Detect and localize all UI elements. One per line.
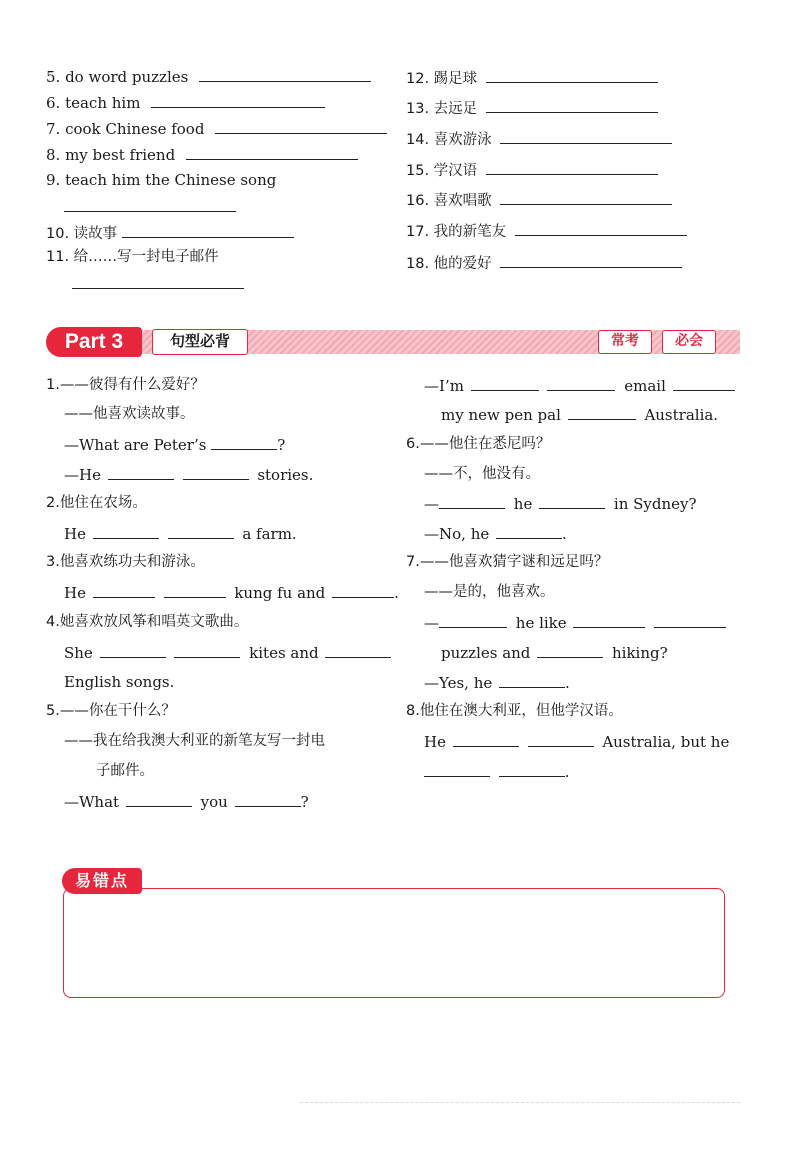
answer-blank[interactable] bbox=[539, 493, 605, 509]
answer-blank[interactable] bbox=[537, 642, 603, 658]
question-5-en-line3: my new pen pal Australia. bbox=[441, 406, 719, 424]
question-8-en-line1: He Australia, but he bbox=[424, 733, 730, 751]
question-6-en-line1: — he in Sydney? bbox=[424, 495, 697, 513]
phrase-item-8: 8. my best friend bbox=[46, 144, 358, 166]
question-5-en-line1: —What you ? bbox=[64, 793, 309, 811]
answer-blank[interactable] bbox=[515, 220, 687, 236]
question-5-cn-line2: ——我在给我澳大利亚的新笔友写一封电 bbox=[64, 733, 325, 749]
frequent-badge: 常考 bbox=[598, 330, 652, 354]
answer-blank[interactable] bbox=[164, 582, 226, 598]
phrase-item-16: 16. 喜欢唱歌 bbox=[406, 189, 672, 211]
answer-blank[interactable] bbox=[332, 582, 394, 598]
question-7-cn-line2: ——是的，他喜欢。 bbox=[424, 584, 555, 600]
phrase-item-5: 5. do word puzzles bbox=[46, 66, 371, 88]
question-1-en-line2: —He stories. bbox=[64, 466, 314, 484]
phrase-item-6: 6. teach him bbox=[46, 92, 325, 114]
phrase-item-14: 14. 喜欢游泳 bbox=[406, 128, 672, 150]
question-7-cn-line1: 7.——他喜欢猜字谜和远足吗？ bbox=[406, 554, 609, 570]
question-5-cn-line3: 子邮件。 bbox=[96, 763, 154, 779]
phrase-item-17: 17. 我的新笔友 bbox=[406, 220, 687, 242]
answer-blank[interactable] bbox=[486, 67, 658, 83]
part3-header bbox=[46, 327, 740, 357]
phrase-item-13: 13. 去远足 bbox=[406, 97, 658, 119]
answer-blank[interactable] bbox=[186, 144, 358, 160]
answer-blank[interactable] bbox=[499, 761, 565, 777]
answer-blank[interactable] bbox=[453, 731, 519, 747]
question-7-en-line3: —Yes, he . bbox=[424, 674, 570, 692]
question-3-cn: 3.他喜欢练功夫和游泳。 bbox=[46, 554, 205, 570]
answer-blank[interactable] bbox=[126, 791, 192, 807]
answer-blank[interactable] bbox=[199, 66, 371, 82]
answer-blank[interactable] bbox=[93, 523, 159, 539]
answer-blank[interactable] bbox=[122, 222, 294, 238]
answer-blank[interactable] bbox=[496, 523, 562, 539]
question-2-cn: 2.他住在农场。 bbox=[46, 495, 147, 511]
answer-blank[interactable] bbox=[325, 642, 391, 658]
part3-title: 句型必背 bbox=[152, 329, 248, 355]
phrase-item-15: 15. 学汉语 bbox=[406, 159, 658, 181]
question-5-en-line2: —I’m email bbox=[424, 375, 735, 397]
answer-blank[interactable] bbox=[168, 523, 234, 539]
answer-blank[interactable] bbox=[93, 582, 155, 598]
question-7-en-line2: puzzles and hiking? bbox=[441, 644, 668, 662]
answer-blank[interactable] bbox=[673, 375, 735, 391]
question-7-en-line1: — he like bbox=[424, 612, 726, 634]
question-6-cn-line2: ——不，他没有。 bbox=[424, 466, 540, 482]
question-6-cn-line1: 6.——他住在悉尼吗？ bbox=[406, 436, 551, 452]
answer-blank[interactable] bbox=[235, 791, 301, 807]
answer-blank[interactable] bbox=[568, 404, 636, 420]
phrase-item-18: 18. 他的爱好 bbox=[406, 252, 682, 274]
phrase-item-7: 7. cook Chinese food bbox=[46, 118, 387, 140]
answer-blank[interactable] bbox=[439, 612, 507, 628]
error-notes-label: 易错点 bbox=[62, 868, 142, 894]
question-1-cn-line2: ——他喜欢读故事。 bbox=[64, 406, 195, 422]
question-8-cn: 8.他住在澳大利亚，但他学汉语。 bbox=[406, 703, 623, 719]
phrase-item-11-line bbox=[72, 273, 244, 295]
answer-blank[interactable] bbox=[499, 672, 565, 688]
phrase-item-9-line bbox=[64, 196, 236, 218]
question-6-en-line2: —No, he . bbox=[424, 525, 567, 543]
must-know-badge: 必会 bbox=[662, 330, 716, 354]
answer-blank[interactable] bbox=[528, 731, 594, 747]
answer-blank[interactable] bbox=[424, 761, 490, 777]
phrase-item-11: 11. 给……写一封电子邮件 bbox=[46, 249, 219, 265]
answer-blank[interactable] bbox=[100, 642, 166, 658]
answer-blank[interactable] bbox=[547, 375, 615, 391]
answer-blank[interactable] bbox=[654, 612, 726, 628]
answer-blank[interactable] bbox=[500, 189, 672, 205]
answer-blank[interactable] bbox=[573, 612, 645, 628]
error-notes-box[interactable] bbox=[63, 888, 725, 998]
answer-blank[interactable] bbox=[500, 128, 672, 144]
question-4-cn: 4.她喜欢放风筝和唱英文歌曲。 bbox=[46, 614, 249, 630]
question-2-en: He a farm. bbox=[64, 525, 297, 543]
answer-blank[interactable] bbox=[439, 493, 505, 509]
question-4-en-line1: She kites and bbox=[64, 642, 391, 664]
phrase-item-10: 10. 读故事 bbox=[46, 222, 294, 244]
answer-blank[interactable] bbox=[211, 434, 277, 450]
answer-blank[interactable] bbox=[471, 375, 539, 391]
question-1-en-line1: —What are Peter’s ? bbox=[64, 436, 286, 454]
question-5-cn-line1: 5.——你在干什么？ bbox=[46, 703, 176, 719]
answer-blank[interactable] bbox=[151, 92, 325, 108]
answer-blank[interactable] bbox=[108, 464, 174, 480]
answer-blank[interactable] bbox=[64, 196, 236, 212]
answer-blank[interactable] bbox=[183, 464, 249, 480]
phrase-item-12: 12. 踢足球 bbox=[406, 67, 658, 89]
question-4-en-line2: English songs. bbox=[64, 673, 175, 691]
answer-blank[interactable] bbox=[72, 273, 244, 289]
part3-tag: Part 3 bbox=[46, 327, 142, 357]
answer-blank[interactable] bbox=[486, 159, 658, 175]
answer-blank[interactable] bbox=[486, 97, 658, 113]
footer-divider bbox=[300, 1102, 740, 1103]
answer-blank[interactable] bbox=[215, 118, 387, 134]
answer-blank[interactable] bbox=[174, 642, 240, 658]
answer-blank[interactable] bbox=[500, 252, 682, 268]
phrase-item-9: 9. teach him the Chinese song bbox=[46, 171, 277, 189]
question-1-cn-line1: 1.——彼得有什么爱好？ bbox=[46, 377, 205, 393]
question-8-en-line2: . bbox=[424, 761, 570, 783]
question-3-en: He kung fu and . bbox=[64, 584, 399, 602]
